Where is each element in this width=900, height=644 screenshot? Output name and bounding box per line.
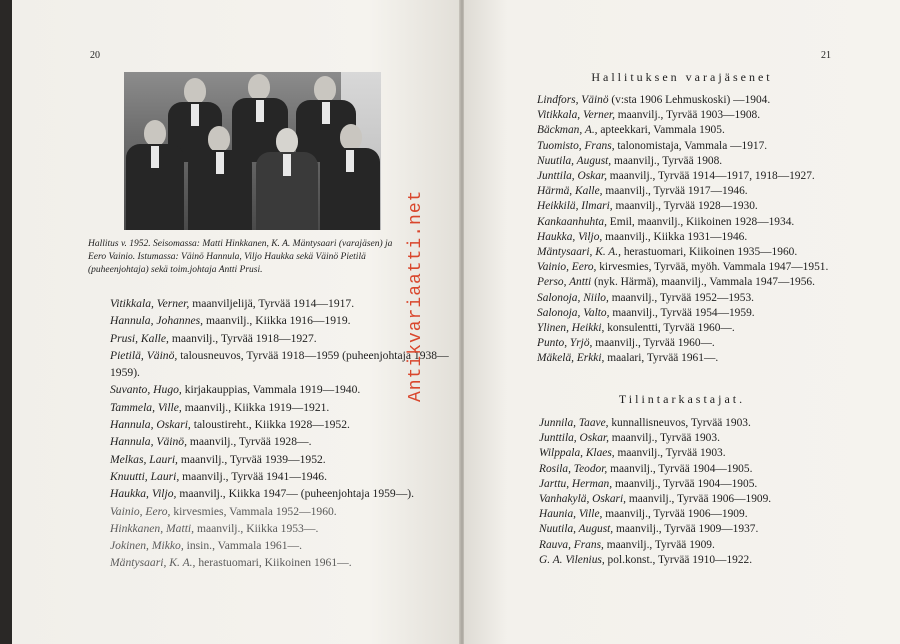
entry-details: maanvilj., Tyrvää 1928—1930. <box>612 200 758 213</box>
list-item <box>110 312 450 329</box>
entry-name: Nuutila, August, <box>539 523 614 536</box>
list-item <box>537 93 857 108</box>
list-item <box>537 260 857 275</box>
list-item <box>110 416 450 433</box>
entry-details: insin., Vammala 1961—. <box>183 539 303 553</box>
entry-name: Vainio, Eero, <box>537 261 597 274</box>
entry-details: herastuomari, Kiikoinen 1935—1960. <box>620 246 798 259</box>
list-item <box>110 537 450 554</box>
group-photo <box>124 72 381 230</box>
entry-details: maanvilj., Tyrvää 1903—1908. <box>614 109 761 122</box>
entry-details: talonomistaja, Vammala —1917. <box>614 139 768 152</box>
list-item <box>537 123 857 138</box>
entry-details: kirvesmies, Tyrvää, myöh. Vammala 1947—1951. <box>596 261 829 274</box>
entry-name: Hannula, Oskari, <box>110 418 191 432</box>
list-item <box>537 351 857 366</box>
list-item <box>537 215 857 230</box>
entry-name: Junnila, Taave, <box>539 417 609 429</box>
entry-details: kirjakauppias, Vammala 1919—1940. <box>181 383 361 397</box>
list-item <box>537 306 857 321</box>
list-item <box>537 154 857 169</box>
entry-name: Heikkilä, Ilmari, <box>537 200 613 213</box>
entry-details: kirvesmies, Vammala 1952—1960. <box>170 504 337 518</box>
list-item <box>110 468 450 485</box>
entry-details: maanvilj., Tyrvää 1918—1927. <box>168 331 317 345</box>
entry-name: Lindfors, Väinö <box>537 94 609 106</box>
list-item <box>539 507 859 522</box>
entry-name: Haukka, Viljo, <box>110 487 177 501</box>
entry-name: G. A. Vilenius, <box>539 553 605 566</box>
entry-name: Mäkelä, Erkki, <box>537 352 605 365</box>
list-item <box>539 462 859 477</box>
entry-details: talousneuvos, Tyrvää 1918—1959 (puheenjohtaja 1938—1959). <box>110 348 449 380</box>
section-title-deputy-members: Hallituksen varajäsenet <box>591 70 773 84</box>
entry-name: Bäckman, A., <box>537 124 598 137</box>
entry-name: Vitikkala, Verner, <box>110 297 190 310</box>
entry-details: maanvilj., Tyrvää 1960—. <box>592 337 715 350</box>
right-page <box>464 0 900 644</box>
page-number-right: 21 <box>821 50 831 61</box>
entry-details: maanvilj., Tyrvää 1941—1946. <box>179 469 328 483</box>
list-item <box>539 553 859 568</box>
list-item <box>539 492 859 507</box>
list-item <box>110 399 450 416</box>
entry-name: Tammela, Ville, <box>110 400 182 414</box>
entry-name: Haunia, Ville, <box>539 508 603 521</box>
entry-details: maanvilj., Tyrvää 1903. <box>608 432 720 445</box>
entry-details: (nyk. Härmä), maanvilj., Vammala 1947—1956. <box>591 276 815 289</box>
entry-details: maanvilj., Kiikka 1931—1946. <box>602 230 748 243</box>
list-item <box>110 381 450 398</box>
list-item <box>110 485 450 502</box>
list-item <box>110 503 450 520</box>
list-item <box>539 522 859 537</box>
entry-name: Hinkkanen, Matti, <box>110 521 195 535</box>
entry-details: maanvilj., Tyrvää 1939—1952. <box>177 452 326 466</box>
list-item <box>110 330 450 347</box>
entry-details: maanvilj., Tyrvää 1908. <box>611 154 723 167</box>
entry-details: taloustireht., Kiikka 1928—1952. <box>190 418 350 432</box>
list-item <box>539 431 859 446</box>
list-item <box>537 336 857 351</box>
entry-name: Junttila, Oskar, <box>539 432 609 445</box>
entry-name: Tuomisto, Frans, <box>537 139 615 152</box>
deputy-members-list <box>537 93 857 367</box>
entry-details: (v:sta 1906 Lehmuskoski) —1904. <box>608 94 771 106</box>
entry-name: Melkas, Lauri, <box>110 452 178 466</box>
list-item <box>539 446 859 461</box>
page-number-left: 20 <box>90 50 100 61</box>
entry-details: konsulentti, Tyrvää 1960—. <box>604 322 735 335</box>
entry-name: Hannula, Väinö, <box>110 435 187 449</box>
entry-name: Kankaanhuhta, <box>537 215 607 228</box>
list-item <box>110 433 450 450</box>
entry-name: Ylinen, Heikki, <box>537 322 605 335</box>
entry-name: Vanhakylä, Oskari, <box>539 493 626 506</box>
entry-name: Salonoja, Niilo, <box>537 291 609 304</box>
entry-name: Mäntysaari, K. A., <box>537 246 621 259</box>
entry-name: Rosila, Teodor, <box>539 462 608 475</box>
entry-name: Pietilä, Väinö, <box>110 348 178 362</box>
entry-details: maanvilj., Tyrvää 1904—1905. <box>607 462 753 475</box>
entry-name: Vainio, Eero, <box>110 504 171 518</box>
entry-name: Prusi, Kalle, <box>110 331 169 345</box>
entry-details: maanvilj., Tyrvää 1952—1953. <box>608 291 754 304</box>
entry-details: maanvilj., Tyrvää 1928—. <box>186 435 312 449</box>
list-item <box>537 230 857 245</box>
entry-details: maanvilj., Tyrvää 1909. <box>603 538 715 551</box>
entry-details: maanvilj., Kiikka 1947— (puheenjohtaja 1959—). <box>176 487 415 501</box>
entry-details: maanvilj., Tyrvää 1906—1909. <box>626 493 772 506</box>
list-item <box>110 451 450 468</box>
entry-details: maanvilj., Kiikka 1916—1919. <box>203 314 351 328</box>
list-item <box>537 275 857 290</box>
list-item <box>537 245 857 260</box>
entry-details: maanviljelijä, Tyrvää 1914—1917. <box>189 297 355 310</box>
board-members-list <box>110 295 450 572</box>
list-item <box>110 347 450 382</box>
list-item <box>537 291 857 306</box>
list-item <box>537 184 857 199</box>
entry-details: pol.konst., Tyrvää 1910—1922. <box>604 553 753 566</box>
entry-details: maanvilj., Kiikka 1953—. <box>194 521 319 535</box>
section-title-auditors: Tilintarkastajat. <box>618 392 746 406</box>
list-item <box>539 477 859 492</box>
list-item <box>537 321 857 336</box>
list-item <box>537 108 857 123</box>
entry-name: Härmä, Kalle, <box>537 185 603 198</box>
entry-name: Mäntysaari, K. A., <box>110 556 196 570</box>
entry-details: maanvilj., Tyrvää 1954—1959. <box>609 306 755 319</box>
entry-details: maanvilj., Tyrvää 1909—1937. <box>613 523 759 536</box>
entry-name: Rauva, Frans, <box>539 538 604 551</box>
entry-name: Perso, Antti <box>537 276 592 289</box>
left-page <box>12 0 460 644</box>
list-item <box>537 139 857 154</box>
entry-name: Hannula, Johannes, <box>110 314 204 328</box>
list-item <box>110 520 450 537</box>
entry-details: maanvilj., Kiikka 1919—1921. <box>181 400 330 414</box>
entry-details: apteekkari, Vammala 1905. <box>597 124 725 137</box>
auditors-list <box>539 416 859 568</box>
entry-details: maanvilj., Tyrvää 1914—1917, 1918—1927. <box>606 170 815 183</box>
entry-name: Jokinen, Mikko, <box>110 539 184 553</box>
entry-name: Junttila, Oskar, <box>537 170 607 183</box>
entry-name: Nuutila, August, <box>537 154 612 167</box>
entry-name: Knuutti, Lauri, <box>110 469 180 483</box>
entry-details: maanvilj., Tyrvää 1903. <box>614 447 726 460</box>
entry-name: Vitikkala, Verner, <box>537 109 615 122</box>
photo-caption: Hallitus v. 1952. Seisomassa: Matti Hinkkanen, K. A. Mäntysaari (varajäsen) ja Eero Vainio. Istumassa: Väinö Hannula, Viljo Haukka sekä Väinö Pietilä (puheenjohtaja) sekä toim.johtaja Antti Prusi. <box>88 239 393 275</box>
entry-details: Emil, maanvilj., Kiikoinen 1928—1934. <box>606 215 795 228</box>
entry-name: Haukka, Viljo, <box>537 230 603 243</box>
list-item <box>537 169 857 184</box>
entry-name: Suvanto, Hugo, <box>110 383 182 397</box>
list-item <box>537 199 857 214</box>
list-item <box>539 538 859 553</box>
entry-details: maalari, Tyrvää 1961—. <box>604 352 719 365</box>
entry-details: maanvilj., Tyrvää 1917—1946. <box>602 185 748 198</box>
entry-details: maanvilj., Tyrvää 1904—1905. <box>612 477 758 490</box>
watermark: Antikvariaatti.net <box>406 189 426 402</box>
entry-name: Jarttu, Herman, <box>539 477 613 490</box>
entry-name: Punto, Yrjö, <box>537 337 593 350</box>
entry-name: Salonoja, Valto, <box>537 306 610 319</box>
entry-details: herastuomari, Kiikoinen 1961—. <box>195 556 352 570</box>
list-item <box>110 295 450 312</box>
entry-name: Wilppala, Klaes, <box>539 447 615 460</box>
list-item <box>110 554 450 571</box>
list-item <box>539 416 859 431</box>
entry-details: kunnallisneuvos, Tyrvää 1903. <box>608 417 751 429</box>
entry-details: maanvilj., Tyrvää 1906—1909. <box>602 508 748 521</box>
